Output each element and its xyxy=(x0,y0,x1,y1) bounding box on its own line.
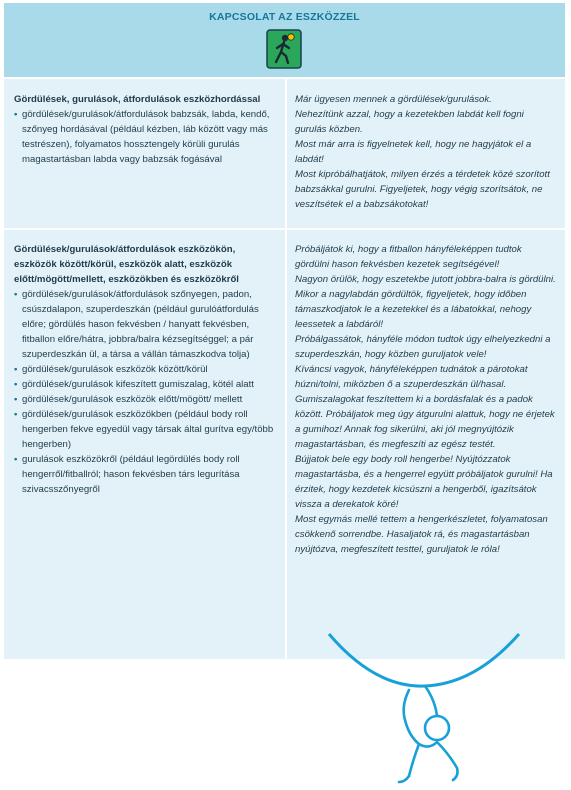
table-header xyxy=(4,3,565,77)
section-2-list xyxy=(14,287,276,497)
section-1-title: Gördülések, gurulások, átfordulások eszközhordással xyxy=(14,94,261,105)
note-text: Már ügyesen mennek a gördülések/gurulások. xyxy=(295,94,492,105)
note-text: Próbálgassátok, hányféle módon tudtok úgy elhelyezkedni a szuperdeszkán, hogy közben guruljatok vele! xyxy=(295,334,551,360)
child-pushing-ball-illustration xyxy=(325,620,525,785)
person-carrying-ball-icon xyxy=(266,29,302,69)
note-text: Próbáljátok ki, hogy a fitballon hányféleképpen tudtok gördülni hason fekvésben kezetek segítségével! xyxy=(295,244,522,270)
section-2-skills xyxy=(14,242,276,497)
column-divider xyxy=(285,77,287,659)
activity-table xyxy=(4,3,565,659)
list-item: • gurulások eszközökről (például legördülés body roll hengerről/fitballról; hason fekvésben társ legurítása szivacsszőnyegről xyxy=(14,452,276,497)
note-text: Most egymás mellé tettem a hengerkészletet, folyamatosan csökkenő sorrendbe. Hasaljatok rá, és magastartásban nyújtózva, megfeszített testtel, guruljatok le róla! xyxy=(295,514,548,555)
list-item: • gördülések/gurulások eszközökben (például body roll hengerben fekve egyedül vagy társak által gurítva egy/több hengerben) xyxy=(14,407,276,452)
section-2-notes xyxy=(295,242,557,557)
note-text: Kíváncsi vagyok, hányféleképpen tudnátok a párotokat húzni/tolni, miközben ő a szuperdeszkán ül/hasal. xyxy=(295,364,528,390)
note-text: Gumiszalagokat feszítettem ki a bordásfalak és a padok között. Próbáljatok meg úgy átgurulni alattuk, hogy ne érjetek a gumihoz! Annak fog sikerülni, aki jól megnyújtózik magastartásban, és megfeszíti az egész testét. xyxy=(295,394,555,450)
note-text: Most kipróbálhatjátok, milyen érzés a térdetek közé szorított babzsákkal gurulni. Figyeljetek, hogy végig szorítsátok, ne veszítsétek el a babzsákotokat! xyxy=(295,169,550,210)
list-item: • gördülések/gurulások/átfordulások babzsák, labda, kendő, szőnyeg hordásával (például kézben, láb között vagy más testrészen), folyamatos hossztengely körüli gurulás magastartásban labda vagy babzsák fogásával xyxy=(14,107,276,167)
section-2-title: Gördülések/gurulások/átfordulások eszközökön, eszközök között/körül, eszközök alatt, eszközök előtt/mögött/mellett, eszközökben és eszközökről xyxy=(14,244,239,285)
section-1-skills xyxy=(14,92,276,167)
section-1-notes xyxy=(295,92,557,212)
list-item: • gördülések/gurulások/átfordulások szőnyegen, padon, csúszdalapon, szuperdeszkán (például gurulóátfordulás előre; gördülés hason fekvésben / hanyatt fekvésben, fitballon előre/hátra, jobbra/balra kézsegítséggel; a pár szuperdeszkán ül, a társa a vállán támaszkodva tolja) xyxy=(14,287,276,362)
note-text: Nagyon örülök, hogy eszetekbe jutott jobbra-balra is gördülni. xyxy=(295,274,556,285)
note-text: Most már arra is figyelnetek kell, hogy ne hagyjátok el a labdát! xyxy=(295,139,532,165)
note-text: Bújjatok bele egy body roll hengerbe! Nyújtózzatok magastartásba, és a hengerrel együtt próbáljatok gurulni! Ha érzitek, hogy kezdetek kicsúszni a hengerből, igazítsátok vissza a derekatok köré! xyxy=(295,454,553,510)
list-item: • gördülések/gurulások kifeszített gumiszalag, kötél alatt xyxy=(14,377,276,392)
list-item: • gördülések/gurulások eszközök között/körül xyxy=(14,362,276,377)
section-1-list xyxy=(14,107,276,167)
note-text: Nehezítünk azzal, hogy a kezetekben labdát kell fogni gurulás közben. xyxy=(295,109,524,135)
note-text: Mikor a nagylabdán gördültök, figyeljetek, hogy időben támaszkodjatok le a kezetekkel és a lábatokkal, nehogy leessetek a labdáról! xyxy=(295,289,532,330)
list-item: • gördülések/gurulások eszközök előtt/mögött/ mellett xyxy=(14,392,276,407)
header-title: KAPCSOLAT AZ ESZKÖZZEL xyxy=(209,11,360,23)
